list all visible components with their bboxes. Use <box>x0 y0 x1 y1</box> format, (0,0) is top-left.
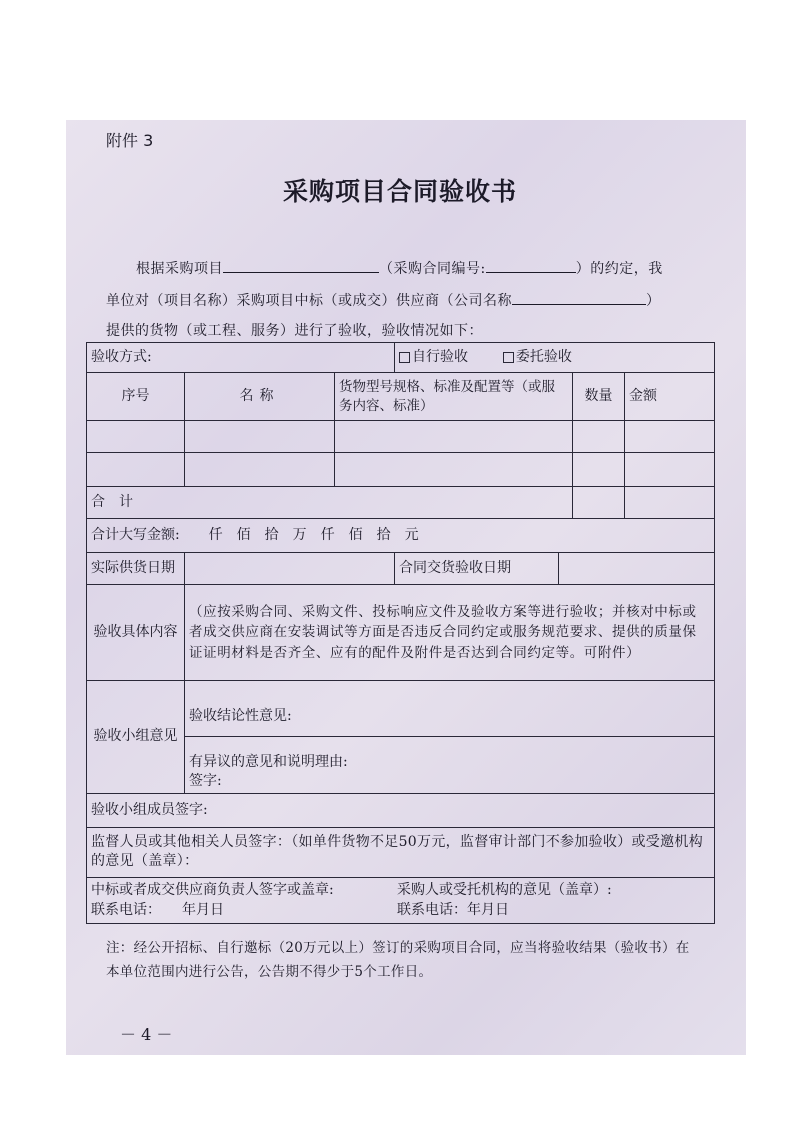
total-qty-cell[interactable] <box>573 487 625 519</box>
supervisor-text[interactable]: 监督人员或其他相关人员签字：（如单件货物不足50万元，监督审计部门不参加验收）或受邀机构的意见（盖章）： <box>87 827 715 877</box>
supplier-phone-label: 联系电话： 年月日 <box>91 902 224 919</box>
col-header-spec: 货物型号规格、标准及配置等（或服务内容、标准） <box>335 373 573 421</box>
page-number: － 4 － <box>120 1025 173 1044</box>
cell-spec[interactable] <box>335 421 573 453</box>
cell-amount[interactable] <box>625 453 715 487</box>
entrust-acceptance-label: 委托验收 <box>515 349 572 366</box>
total-amount-cell[interactable] <box>625 487 715 519</box>
self-acceptance-checkbox[interactable] <box>399 352 410 363</box>
intro-supplier-label: 单位对（项目名称）采购项目中标（或成交）供应商（公司名称 <box>106 293 512 309</box>
acceptance-form-table <box>86 342 715 924</box>
footnote: 注：经公开招标、自行邀标（20万元以上）签订的采购项目合同，应当将验收结果（验收书）在本单位范围内进行公告，公告期不得少于5个工作日。 <box>106 940 690 980</box>
company-name-blank[interactable] <box>512 289 646 305</box>
actual-date-cell[interactable] <box>185 553 395 585</box>
buyer-opinion-label[interactable]: 采购人或受托机构的意见（盖章）: <box>397 882 612 899</box>
members-sign-label[interactable]: 验收小组成员签字: <box>87 793 715 827</box>
detail-text: （应按采购合同、采购文件、投标响应文件及验收方案等进行验收；并核对中标或者成交供应商在安装调试等方面是否违反合同约定或服务规范要求、提供的质量保证证明材料是否齐全、应有的配件及附件是否达到合同约定等。可附件） <box>185 585 715 681</box>
intro-contract-no-label: （采购合同编号: <box>379 261 486 277</box>
cell-no[interactable] <box>87 453 185 487</box>
project-blank[interactable] <box>223 257 379 273</box>
contract-date-cell[interactable] <box>559 553 715 585</box>
cell-qty[interactable] <box>573 453 625 487</box>
group-label: 验收小组意见 <box>87 681 185 794</box>
col-header-qty: 数量 <box>573 373 625 421</box>
entrust-acceptance-checkbox[interactable] <box>503 352 514 363</box>
table-row <box>87 453 715 487</box>
total-upper-row <box>87 519 715 553</box>
contract-date-label: 合同交货验收日期 <box>395 553 559 585</box>
cell-name[interactable] <box>185 421 335 453</box>
attachment-label: 附件 3 <box>106 131 154 150</box>
intro-line-2 <box>106 289 661 310</box>
objection-cell[interactable] <box>185 737 715 794</box>
cell-no[interactable] <box>87 421 185 453</box>
objection-label: 有异议的意见和说明理由: <box>189 754 348 770</box>
supplier-sign-label[interactable]: 中标或者成交供应商负责人签字或盖章: <box>91 882 334 899</box>
col-header-amount: 金额 <box>625 373 715 421</box>
buyer-phone-label: 联系电话：年月日 <box>397 902 509 919</box>
intro-close-paren: ） <box>646 293 661 309</box>
total-label: 合 计 <box>87 487 573 519</box>
contract-no-blank[interactable] <box>486 257 576 273</box>
col-header-no: 序号 <box>87 373 185 421</box>
intro-line-3: 提供的货物（或工程、服务）进行了验收，验收情况如下： <box>106 323 483 339</box>
conclusion-label[interactable]: 验收结论性意见: <box>185 681 715 737</box>
intro-project-label: 根据采购项目 <box>136 261 223 277</box>
intro-line-1 <box>136 257 663 278</box>
intro-agreement-text: ）的约定，我 <box>575 261 663 277</box>
detail-label: 验收具体内容 <box>87 585 185 681</box>
method-options <box>395 343 715 373</box>
method-label: 验收方式: <box>87 343 395 373</box>
cell-amount[interactable] <box>625 421 715 453</box>
col-header-name: 名称 <box>185 373 335 421</box>
total-upper-units: 仟 佰 拾 万 仟 佰 拾 元 <box>208 527 419 544</box>
page-title: 采购项目合同验收书 <box>282 177 517 206</box>
self-acceptance-label: 自行验收 <box>412 349 469 366</box>
cell-spec[interactable] <box>335 453 573 487</box>
cell-qty[interactable] <box>573 421 625 453</box>
sign-label: 签字: <box>189 772 222 789</box>
total-upper-label: 合计大写金额: <box>91 527 180 544</box>
signature-row <box>87 877 715 923</box>
cell-name[interactable] <box>185 453 335 487</box>
table-row <box>87 421 715 453</box>
actual-date-label: 实际供货日期 <box>87 553 185 585</box>
